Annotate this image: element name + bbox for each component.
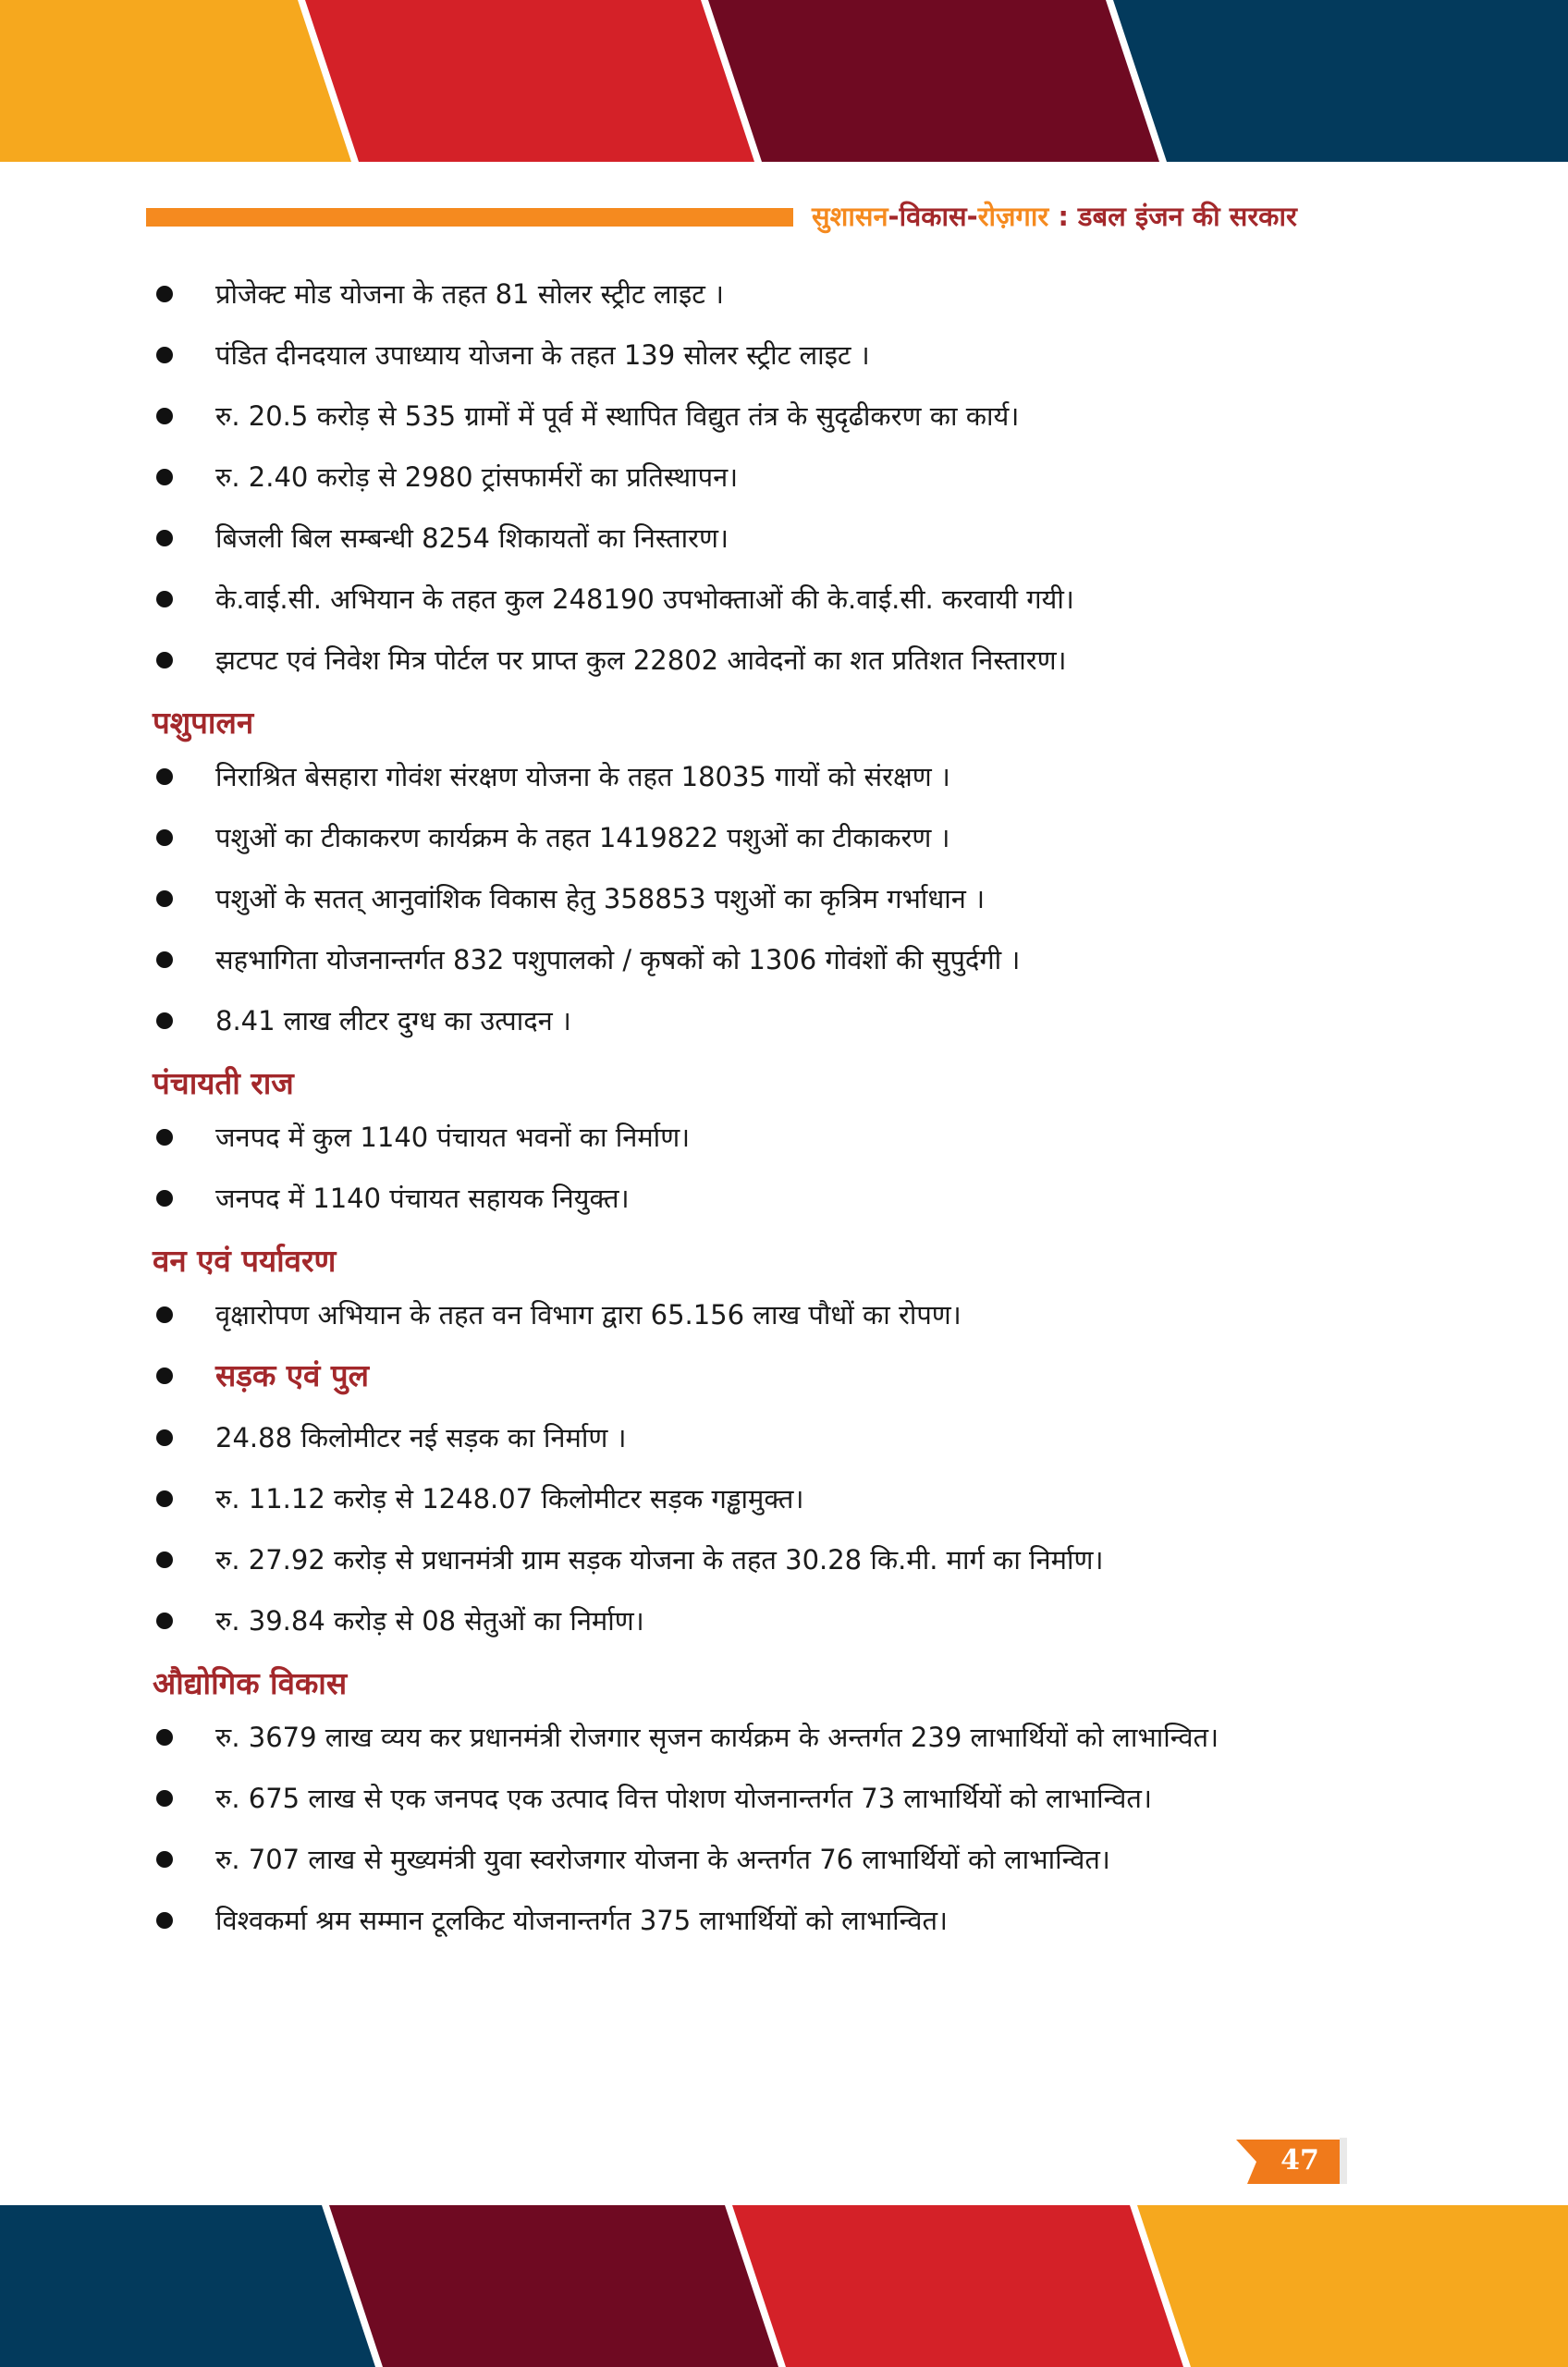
header-word-vikas: विकास [899,201,967,232]
header-word-sushasan: सुशासन [812,201,888,232]
list-item: रु. 3679 लाख व्यय कर प्रधानमंत्री रोजगार सृजन कार्यक्रम के अन्तर्गत 239 लाभार्थियों को लाभान्वित। [153,1713,1373,1761]
section-title-panchayati-raj: पंचायती राज [153,1065,294,1101]
list-item: रु. 20.5 करोड़ से 535 ग्रामों में पूर्व में स्थापित विद्युत तंत्र के सुदृढीकरण का कार्य। [153,392,1373,440]
bullet-icon [156,591,173,607]
list-item: वृक्षारोपण अभियान के तहत वन विभाग द्वारा 65.156 लाख पौधों का रोपण। [153,1291,1373,1339]
header-title [812,194,1297,239]
bullet-icon [156,1551,173,1568]
header-word-rozgar: रोज़गार [977,201,1049,232]
list-item: झटपट एवं निवेश मित्र पोर्टल पर प्राप्त कुल 22802 आवेदनों का शत प्रतिशत निस्तारण। [153,636,1373,684]
header-word-sarkar: : डबल इंजन की सरकार [1048,201,1297,232]
bullet-icon [156,1306,173,1323]
list-item: निराश्रित बेसहारा गोवंश संरक्षण योजना के तहत 18035 गायों को संरक्षण । [153,753,1373,801]
bullet-icon [156,768,173,785]
page-content [153,270,1373,1957]
bullet-icon [156,1429,173,1446]
bullet-icon [156,951,173,968]
list-item: 24.88 किलोमीटर नई सड़क का निर्माण । [153,1414,1373,1462]
energy-list [153,270,1373,684]
list-item: जनपद में 1140 पंचायत सहायक नियुक्त। [153,1174,1373,1222]
list-item: रु. 27.92 करोड़ से प्रधानमंत्री ग्राम सड़क योजना के तहत 30.28 कि.मी. मार्ग का निर्माण। [153,1536,1373,1584]
list-item: जनपद में कुल 1140 पंचायत भवनों का निर्माण। [153,1113,1373,1161]
page-number: 47 [1280,2144,1319,2177]
list-item: रु. 675 लाख से एक जनपद एक उत्पाद वित्त पोशण योजनान्तर्गत 73 लाभार्थियों को लाभान्वित। [153,1774,1373,1822]
industrial-development-list [153,1713,1373,1944]
forest-environment-list [153,1291,1373,1645]
bullet-icon [156,1012,173,1029]
list-item: 8.41 लाख लीटर दुग्ध का उत्पादन । [153,997,1373,1045]
list-item: रु. 707 लाख से मुख्यमंत्री युवा स्वरोजगार योजना के अन्तर्गत 76 लाभार्थियों को लाभान्वित। [153,1835,1373,1883]
bullet-icon [156,1367,173,1384]
bullet-icon [156,1613,173,1629]
bullet-icon [156,347,173,363]
bullet-icon [156,829,173,846]
list-item: विश्वकर्मा श्रम सम्मान टूलकिट योजनान्तर्गत 375 लाभार्थियों को लाभान्वित। [153,1896,1373,1944]
header-dash-2: - [966,201,978,232]
header-dash-1: - [888,201,900,232]
bullet-icon [156,286,173,302]
bullet-icon [156,652,173,668]
list-item-road-bridge-heading: सड़क एवं पुल [153,1352,1373,1401]
list-item: रु. 11.12 करोड़ से 1248.07 किलोमीटर सड़क गड्ढामुक्त। [153,1475,1373,1523]
animal-husbandry-list [153,753,1373,1045]
bullet-icon [156,1129,173,1146]
list-item: पंडित दीनदयाल उपाध्याय योजना के तहत 139 सोलर स्ट्रीट लाइट । [153,331,1373,379]
bullet-icon [156,1851,173,1868]
bullet-icon [156,408,173,424]
list-item: पशुओं का टीकाकरण कार्यक्रम के तहत 1419822 पशुओं का टीकाकरण । [153,814,1373,862]
section-title-forest-environment: वन एवं पर्यावरण [153,1243,337,1279]
section-title-animal-husbandry: पशुपालन [153,705,254,741]
list-item: सहभागिता योजनान्तर्गत 832 पशुपालको / कृषकों को 1306 गोवंशों की सुपुर्दगी । [153,936,1373,984]
bullet-icon [156,1912,173,1929]
bullet-icon [156,1790,173,1807]
bullet-icon [156,469,173,485]
list-item: रु. 39.84 करोड़ से 08 सेतुओं का निर्माण। [153,1597,1373,1645]
top-decorative-band [0,0,1568,162]
bullet-icon [156,1729,173,1746]
list-item: रु. 2.40 करोड़ से 2980 ट्रांसफार्मरों का प्रतिस्थापन। [153,453,1373,501]
bullet-icon [156,890,173,907]
bullet-icon [156,1490,173,1507]
header-rule [146,208,793,227]
bottom-decorative-band [0,2205,1568,2367]
list-item: के.वाई.सी. अभियान के तहत कुल 248190 उपभोक्ताओं की के.वाई.सी. करवायी गयी। [153,575,1373,623]
list-item: पशुओं के सतत् आनुवांशिक विकास हेतु 358853 पशुओं का कृत्रिम गर्भाधान । [153,875,1373,923]
bullet-icon [156,530,173,546]
list-item: बिजली बिल सम्बन्धी 8254 शिकायतों का निस्तारण। [153,514,1373,562]
list-item: प्रोजेक्ट मोड योजना के तहत 81 सोलर स्ट्रीट लाइट । [153,270,1373,318]
panchayati-raj-list [153,1113,1373,1222]
section-title-industrial-development: औद्योगिक विकास [153,1665,348,1701]
bullet-icon [156,1190,173,1207]
